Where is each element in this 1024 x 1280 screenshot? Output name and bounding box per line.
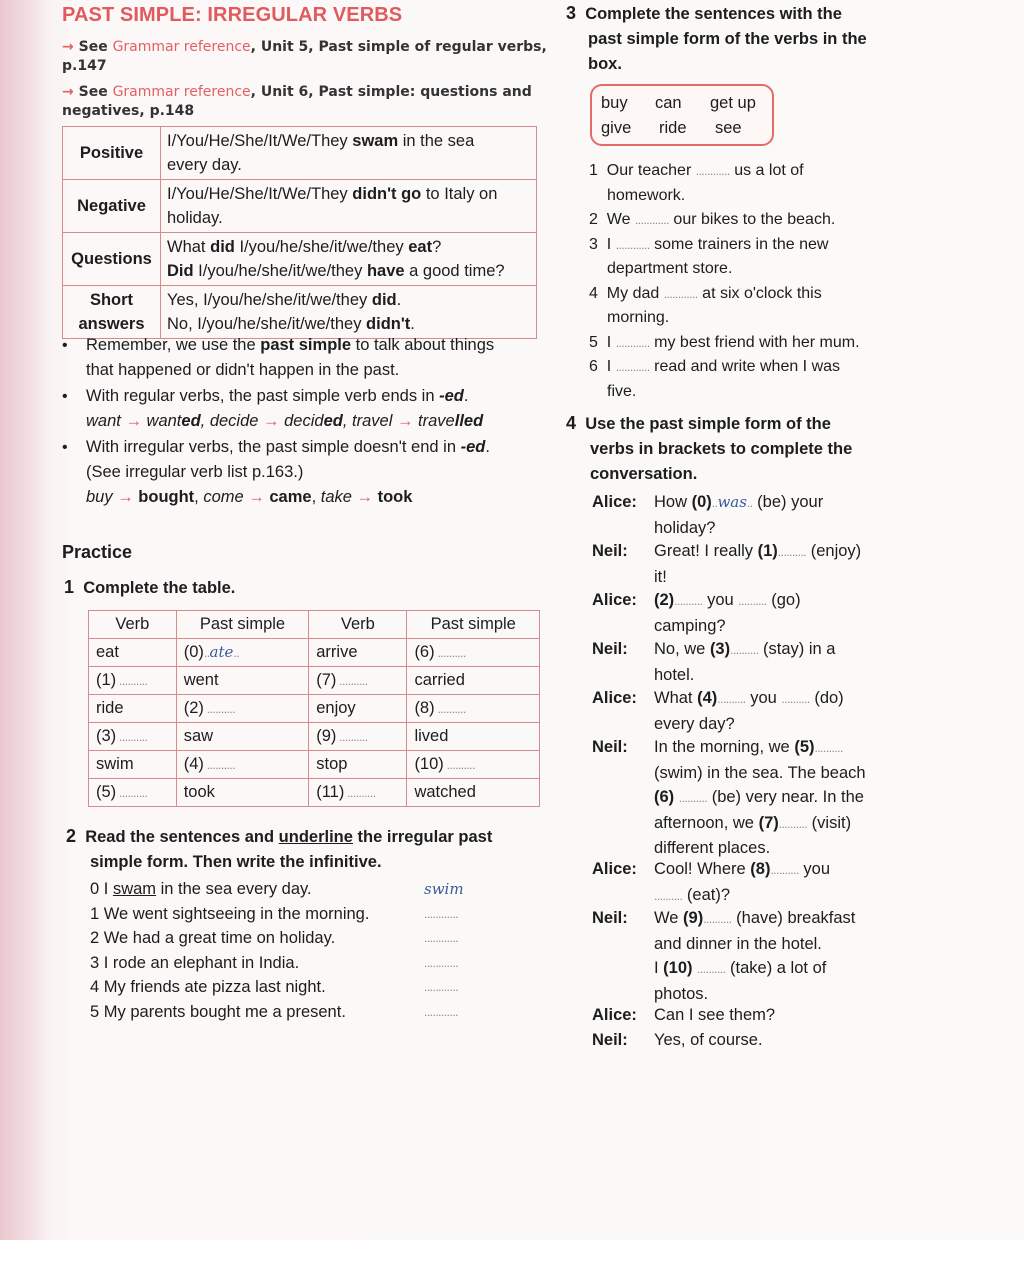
verb-table-cell: swim (89, 751, 177, 779)
sentence-4: 4 My dad ............ at six o'clock this morning. (589, 284, 822, 326)
arrow-icon: → (243, 488, 270, 506)
item-number: 1 (90, 904, 104, 923)
verb-table-cell: took (176, 779, 309, 807)
arrow-icon: → (62, 84, 74, 100)
negative-example: I/You/He/She/It/We/They didn't go to Italy on holiday. (161, 180, 537, 233)
negative-label: Negative (63, 180, 161, 233)
answer-blank[interactable]: .......... (344, 786, 376, 800)
box-word: see (715, 119, 742, 137)
example-past-form: bought (138, 488, 195, 506)
grammar-table (62, 126, 537, 339)
sentence-5: 5 I ............ my best friend with her mum. (589, 333, 860, 351)
blank-number: (8) (414, 699, 435, 717)
example-past-form: took (377, 488, 413, 506)
positive-example: I/You/He/She/It/We/They swam in the sea every day. (161, 127, 537, 180)
bullet-icon: • (62, 337, 68, 354)
short-answers-example: Yes, I/you/he/she/it/we/they did. No, I/you/he/she/it/we/they didn't. (161, 286, 537, 339)
arrow-icon: → (392, 412, 419, 430)
verb-table-cell: saw (176, 723, 309, 751)
verb-table-cell: stop (309, 751, 407, 779)
verb-table (88, 610, 540, 807)
verb-table-cell: enjoy (309, 695, 407, 723)
blank-number: (5) (96, 783, 117, 801)
arrow-icon: → (112, 488, 139, 506)
dialogue-line-3: Alice: (2).......... you .......... (go) camping? (592, 591, 801, 635)
answer-blank[interactable]: .......... (203, 758, 236, 772)
item-number: 5 (90, 1003, 104, 1021)
handwritten-answer: swim (424, 880, 464, 898)
item-text: in the sea every day. (156, 880, 312, 898)
answer-blank[interactable]: .......... (434, 646, 466, 660)
item-text: I rode an elephant in India. (103, 953, 300, 972)
blank-number: (1) (96, 671, 117, 689)
answer-blank[interactable]: .......... (434, 702, 466, 716)
example-separator: , (200, 412, 210, 430)
item-text: My parents bought me a present. (103, 1003, 346, 1021)
sentence-2: 2 We ............ our bikes to the beach. (589, 211, 836, 228)
example-separator: , (342, 412, 353, 430)
verb-table-header: Past simple (407, 611, 540, 639)
bullet-icon: • (62, 439, 68, 456)
blank-number: (4) (183, 755, 204, 773)
arrow-icon: → (120, 412, 147, 430)
exercise-4-heading: 4 Use the past simple form of the verbs in brackets to complete the conversation. (566, 413, 853, 483)
handwritten-answer: ate (209, 643, 234, 661)
verb-table-row (89, 639, 540, 667)
verb-table-row (89, 695, 540, 723)
exercise-1-heading: 1 Complete the table. (64, 577, 236, 597)
dialogue-line-6: Neil: In the morning, we (5).......... (swim) in the sea. The beach (6) .......... (be) very near. In the afternoon, we (7).......... (visit) different places. (592, 738, 866, 857)
example-base-verb: take (320, 488, 352, 506)
box-word: give (601, 119, 632, 137)
questions-label: Questions (63, 233, 161, 286)
rule-bullet-2: • With regular verbs, the past simple verb ends in -ed. want → wanted, decide → decided, travel → travelled (62, 384, 532, 434)
example-past-stem: decid (284, 412, 324, 430)
blank-number: (3) (96, 727, 117, 745)
dialogue-line-5: Alice: What (4).......... you .......... (do) every day? (592, 689, 844, 733)
answer-blank[interactable]: ............ (424, 906, 459, 921)
answer-blank[interactable]: ............ (424, 955, 459, 970)
verb-table-row (89, 723, 540, 751)
rule-bullet-1: • Remember, we use the past simple to talk about things that happened or didn't happen in the past. (62, 333, 532, 383)
page-title: PAST SIMPLE: IRREGULAR VERBS (62, 4, 403, 26)
verb-table-cell (89, 723, 177, 751)
grammar-reference-link[interactable]: Grammar reference (112, 39, 251, 55)
verb-table-cell: lived (407, 723, 540, 751)
page-bottom-margin (0, 1240, 1024, 1280)
answer-blank[interactable]: .......... (116, 674, 148, 688)
blank-number: (9) (316, 727, 337, 745)
verb-table-row (89, 779, 540, 807)
arrow-icon: → (351, 488, 378, 506)
handwritten-answer: was (717, 493, 747, 511)
dialogue-line-4: Neil: No, we (3).......... (stay) in a hotel. (592, 640, 836, 684)
dialogue-line-7: Alice: Cool! Where (8).......... you .......... (eat)? (592, 860, 830, 904)
item-number: 2 (90, 929, 104, 948)
verb-table-header: Past simple (176, 611, 309, 639)
example-past-ending: ed (323, 412, 343, 430)
underlined-verb: swam (112, 880, 157, 898)
verb-table-cell (89, 667, 177, 695)
questions-example: What did I/you/he/she/it/we/they eat? Did I/you/he/she/it/we/they have a good time? (161, 233, 537, 286)
verb-table-cell: eat (89, 639, 177, 667)
answer-blank[interactable]: .......... (203, 702, 236, 716)
verb-table-cell: watched (407, 779, 540, 807)
blank-number: (6) (414, 643, 435, 661)
blank-number: (10) (414, 755, 444, 773)
exercise-2-item (90, 877, 530, 902)
verb-table-cell (407, 639, 540, 667)
answer-blank[interactable]: .......... (336, 730, 368, 744)
answer-blank[interactable]: .......... (336, 674, 368, 688)
item-text: We had a great time on holiday. (103, 929, 336, 948)
answer-blank[interactable]: ............ (424, 931, 459, 946)
exercise-2-item (90, 951, 530, 976)
box-word: get up (710, 94, 756, 112)
verb-table-cell (176, 751, 309, 779)
verb-table-cell (309, 667, 407, 695)
item-text: My friends ate pizza last night. (103, 978, 326, 997)
example-base-verb: buy (86, 488, 113, 506)
answer-blank[interactable]: .......... (116, 730, 148, 744)
verb-table-row (89, 667, 540, 695)
verb-table-cell (309, 723, 407, 751)
item-text: We went sightseeing in the morning. (103, 904, 370, 923)
verb-table-cell (407, 751, 540, 779)
example-base-verb: travel (352, 412, 393, 430)
sentence-1: 1 Our teacher ............ us a lot of homework. (589, 162, 804, 204)
regular-verb-examples (86, 412, 483, 430)
grammar-reference-2: → See Grammar reference, Unit 6, Past simple: questions and negatives, p.148 (62, 84, 532, 119)
answer-blank[interactable]: ............ (424, 980, 459, 995)
grammar-reference-link[interactable]: Grammar reference (112, 84, 251, 100)
dialogue-line-9: Alice: Can I see them? (592, 1006, 776, 1024)
example-past-ending: lled (454, 412, 484, 430)
answer-blank[interactable]: .......... (443, 758, 475, 772)
exercise-2-item (90, 975, 530, 1000)
example-base-verb: want (86, 412, 121, 430)
example-past-stem: trave (418, 412, 455, 430)
exercise-2-heading: 2 Read the sentences and underline the irregular past simple form. Then write the infinitive. (66, 826, 493, 871)
rule-bullet-3: • With irregular verbs, the past simple doesn't end in -ed. (See irregular verb list p.163.) buy → bought, come → came, take → took (62, 435, 532, 510)
blank-number: (11) (316, 783, 345, 801)
exercise-3-heading: 3 Complete the sentences with the past simple form of the verbs in the box. (566, 3, 867, 73)
positive-label: Positive (63, 127, 161, 180)
example-separator: , (194, 488, 204, 506)
dialogue-line-1: Alice: How (0)..was.. (be) your holiday? (592, 493, 824, 537)
exercise-2-item (90, 926, 530, 951)
box-word: buy (601, 94, 628, 112)
grammar-reference-1: → See Grammar reference, Unit 5, Past simple of regular verbs, p.147 (62, 39, 547, 74)
box-word: can (655, 94, 682, 112)
item-number: 0 (90, 880, 104, 898)
bullet-icon: • (62, 388, 68, 405)
exercise-2-item (90, 1000, 530, 1025)
verb-table-cell (407, 695, 540, 723)
example-separator: , (311, 488, 321, 506)
verb-table-cell: (0)..ate.. (176, 639, 309, 667)
verb-table-cell (89, 779, 177, 807)
example-base-verb: decide (209, 412, 259, 430)
box-word: ride (659, 119, 687, 137)
short-answers-label: Short answers (63, 286, 161, 339)
blank-number: (7) (316, 671, 337, 689)
verb-table-cell: carried (407, 667, 540, 695)
blank-number: (2) (183, 699, 204, 717)
word-box (590, 84, 774, 146)
exercise-3-sentences (589, 159, 909, 404)
dialogue-line-8: Neil: We (9).......... (have) breakfast and dinner in the hotel. I (10) .......... (take) a lot of photos. (592, 909, 856, 1003)
verb-table-cell (309, 779, 407, 807)
answer-blank[interactable]: ............ (424, 1005, 459, 1019)
verb-table-cell: arrive (309, 639, 407, 667)
item-number: 3 (90, 953, 104, 972)
example-past-stem: want (146, 412, 182, 430)
arrow-icon: → (258, 412, 285, 430)
exercise-2-item (90, 902, 530, 927)
practice-heading: Practice (62, 542, 133, 562)
verb-table-cell: ride (89, 695, 177, 723)
verb-table-row (89, 751, 540, 779)
example-base-verb: come (203, 488, 244, 506)
sentence-3: 3 I ............ some trainers in the new department store. (589, 235, 829, 277)
answer-blank[interactable]: .......... (116, 786, 148, 800)
item-number: 4 (90, 978, 104, 997)
dialogue-line-2: Neil: Great! I really (1).......... (enjoy) it! (592, 542, 862, 586)
irregular-verb-examples (86, 488, 412, 506)
example-past-ending: ed (181, 412, 201, 430)
example-past-form: came (269, 488, 312, 506)
verb-table-cell (176, 695, 309, 723)
verb-table-header: Verb (89, 611, 177, 639)
item-text: I (103, 880, 113, 898)
verb-table-header: Verb (309, 611, 407, 639)
blank-number: (0) (183, 643, 204, 661)
verb-table-cell: went (176, 667, 309, 695)
arrow-icon: → (62, 39, 74, 55)
dialogue-line-10: Neil: Yes, of course. (592, 1031, 763, 1049)
sentence-6: 6 I ............ read and write when I was five. (589, 358, 841, 400)
